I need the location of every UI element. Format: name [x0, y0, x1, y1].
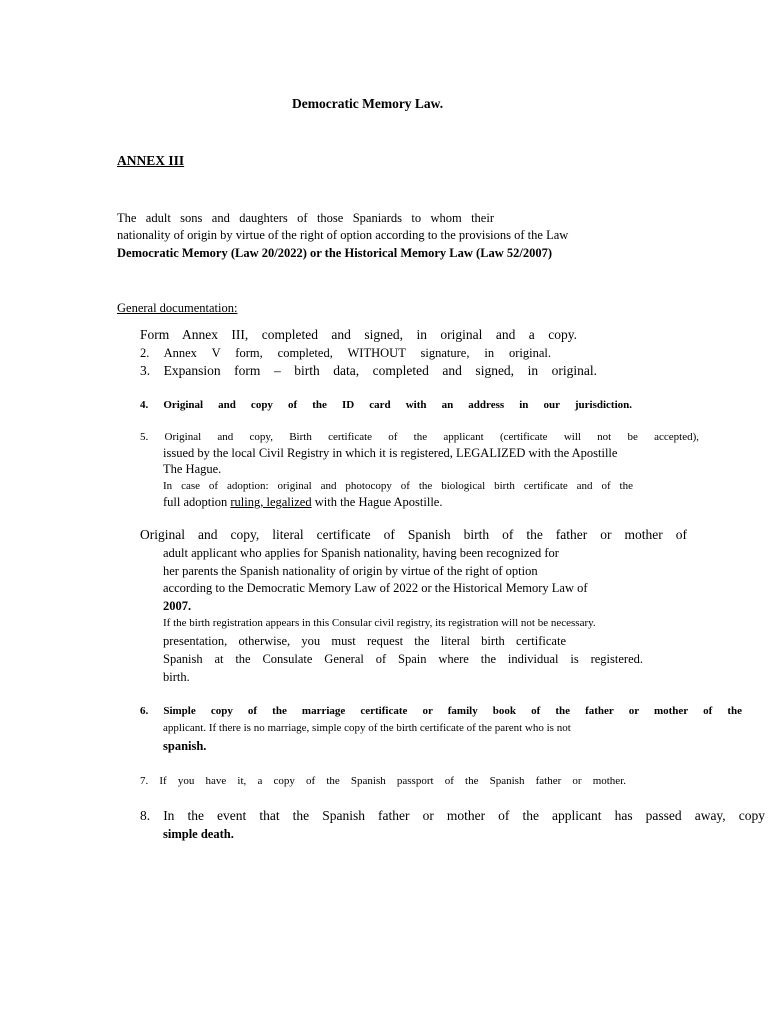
item-expansion-form: 3. Expansion form – birth data, completed and signed, in original. [140, 363, 597, 378]
intro-line-2: nationality of origin by virtue of the right of option according to the provisions of the Law [117, 228, 569, 242]
item-literal-cert-line-3: her parents the Spanish nationality of origin by virtue of the right of option [163, 564, 538, 578]
item-literal-cert-line-7: presentation, otherwise, you must request the literal birth certificate [163, 634, 566, 648]
item-literal-cert-line-6: If the birth registration appears in this Consular civil registry, its registration will not be necessary. [163, 617, 596, 629]
item-literal-cert-line-1: Original and copy, literal certificate of Spanish birth of the father or mother of [140, 527, 687, 542]
adoption-text-underlined: ruling, legalized [230, 495, 312, 509]
item-literal-cert-line-4: according to the Democratic Memory Law of 2022 or the Historical Memory Law of [163, 581, 588, 595]
item-birth-cert-line-1: 5. Original and copy, Birth certificate of the applicant (certificate will not be accepted), [140, 431, 699, 443]
item-adoption-line-1: In case of adoption: original and photocopy of the biological birth certificate and of the [163, 480, 633, 492]
page-title: Democratic Memory Law. [292, 96, 444, 111]
item-annex-v: 2. Annex V form, completed, WITHOUT signature, in original. [140, 346, 551, 360]
item-adoption-line-2 [163, 494, 442, 510]
item-form-annex: Form Annex III, completed and signed, in original and a copy. [140, 327, 577, 342]
item-marriage-line-3: spanish. [163, 739, 207, 753]
adoption-text-pre: full adoption [163, 495, 231, 509]
general-documentation-heading: General documentation: [117, 301, 238, 315]
item-death-line-1: 8. In the event that the Spanish father or mother of the applicant has passed away, copy [140, 808, 765, 823]
annex-heading: ANNEX III [117, 153, 185, 168]
intro-line-3: Democratic Memory (Law 20/2022) or the Historical Memory Law (Law 52/2007) [117, 246, 553, 260]
adoption-text-post: with the Hague Apostille. [311, 495, 443, 509]
item-birth-cert-line-2: issued by the local Civil Registry in which it is registered, LEGALIZED with the Apostille [163, 446, 618, 460]
item-passport: 7. If you have it, a copy of the Spanish passport of the Spanish father or mother. [140, 775, 626, 787]
item-marriage-line-2: applicant. If there is no marriage, simple copy of the birth certificate of the parent who is not [163, 722, 571, 734]
item-literal-cert-line-5: 2007. [163, 599, 192, 613]
item-marriage-line-1: 6. Simple copy of the marriage certificate or family book of the father or mother of the [140, 705, 742, 717]
item-literal-cert-line-2: adult applicant who applies for Spanish nationality, having been recognized for [163, 546, 559, 560]
intro-line-1: The adult sons and daughters of those Spaniards to whom their [117, 211, 494, 225]
item-literal-cert-line-8: Spanish at the Consulate General of Spain where the individual is registered. [163, 652, 643, 666]
item-id-card: 4. Original and copy of the ID card with an address in our jurisdiction. [140, 399, 632, 411]
item-literal-cert-line-9: birth. [163, 670, 190, 684]
item-birth-cert-line-3: The Hague. [163, 462, 222, 476]
item-death-line-2: simple death. [163, 827, 234, 841]
